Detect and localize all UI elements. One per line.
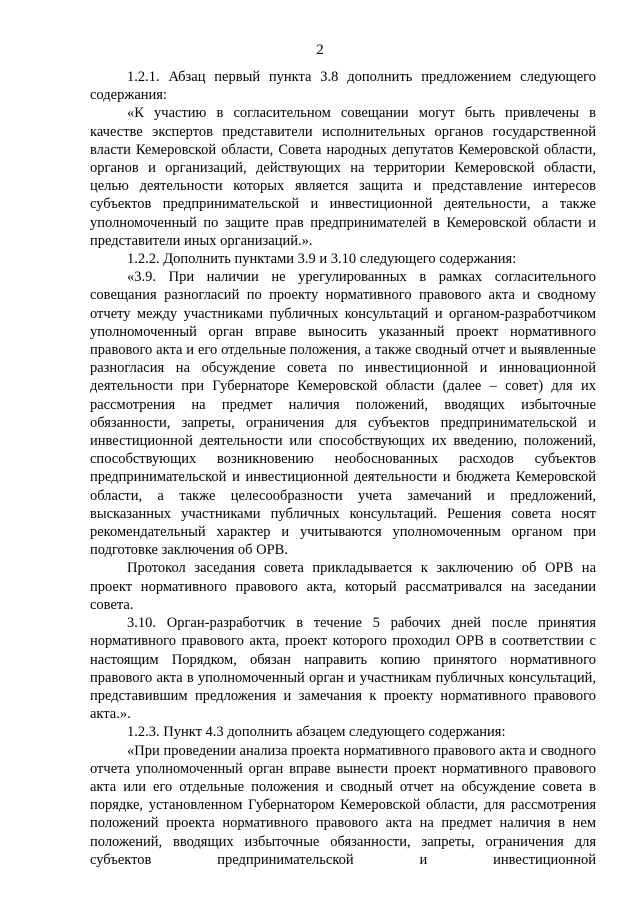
paragraph-quote-4-3: «При проведении анализа проекта нормативного правового акта и сводного отчета уполномоченный орган вправе вынести проект нормативного правового акта или его отдельные положения и сводный отчет на обсуждение совета в порядке, установленном Губернатором Кемеровской области, для рассмотрения положений проекта нормативного правового акта на предмет наличия в нем положений, вводящих избыточные обязанности, запреты, ограничения для субъектов предпринимательской и инвестиционной xyxy=(90,742,596,868)
paragraph-1-2-2: 1.2.2. Дополнить пунктами 3.9 и 3.10 следующего содержания: xyxy=(127,251,517,268)
paragraph-1-2-1: 1.2.1. Абзац первый пункта 3.8 дополнить предложением следующего содержания: xyxy=(90,69,596,104)
document-body xyxy=(90,68,596,869)
paragraph-protocol: Протокол заседания совета прикладывается к заключению об ОРВ на проект нормативного правового акта, который рассматривался на заседании совета. xyxy=(90,560,596,613)
paragraph-quote-3-8: «К участию в согласительном совещании могут быть привлечены в качестве экспертов представители исполнительных органов государственной власти Кемеровской области, Совета народных депутатов Кемеровской области, органов и организаций, действующих на территории Кемеровской области, целью деятельности которых является защита и представление интересов субъектов предпринимательской и инвестиционной деятельности, а также уполномоченный по защите прав предпринимателей в Кемеровской области и представители иных организаций.». xyxy=(90,105,596,249)
paragraph-3-9: «3.9. При наличии не урегулированных в рамках согласительного совещания разногласий по проекту нормативного правового акта и сводному отчету между участниками публичных консультаций и органом-разработчиком уполномоченный орган вправе выносить указанный проект нормативного правового акта и его отдельные положения, а также сводный отчет и выявленные разногласия на обсуждение совета по инвестиционной и инновационной деятельности при Губернаторе Кемеровской области (далее – совет) для их рассмотрения на предмет наличия положений, вводящих избыточные обязанности, запреты, ограничения для субъектов предпринимательской и инвестиционной деятельности или способствующих их введению, положений, способствующих возникновению необоснованных расходов субъектов предпринимательской и инвестиционной деятельности и бюджета Кемеровской области, а также целесообразности учета замечаний и предложений, высказанных участниками публичных консультаций. Решения совета носят рекомендательный характер и учитываются уполномоченным органом при подготовке заключения об ОРВ. xyxy=(90,269,596,559)
page-number: 2 xyxy=(316,42,324,58)
paragraph-1-2-3: 1.2.3. Пункт 4.3 дополнить абзацем следующего содержания: xyxy=(127,724,506,741)
paragraph-3-10: 3.10. Орган-разработчик в течение 5 рабочих дней после принятия нормативного правового акта, проект которого проходил ОРВ в соответствии с настоящим Порядком, обязан направить копию принятого нормативного правового акта в уполномоченный орган и участникам публичных консультаций, представившим предложения и замечания к проекту нормативного правового акта.». xyxy=(90,615,596,723)
